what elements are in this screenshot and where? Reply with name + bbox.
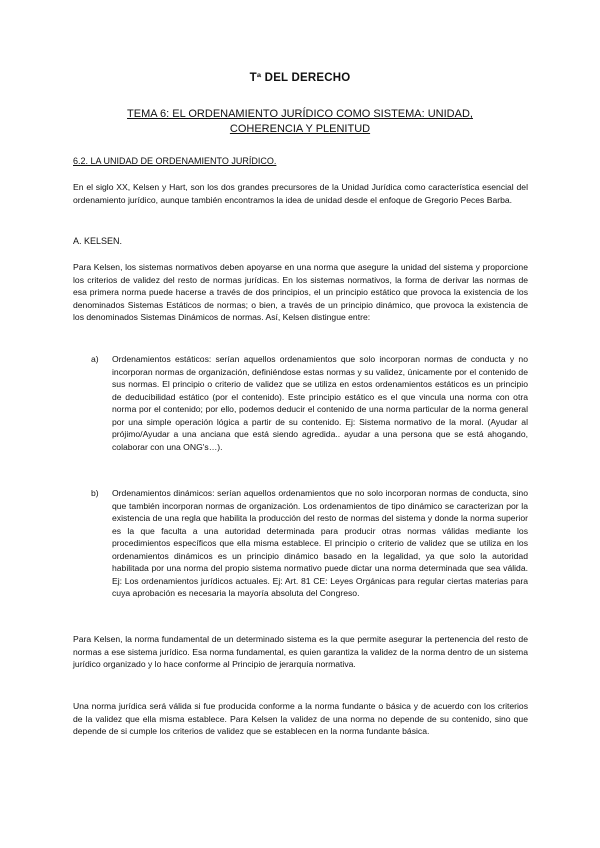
kelsen-heading: A. KELSEN.	[73, 236, 123, 246]
fundamental-norm-paragraph: Para Kelsen, la norma fundamental de un determinado sistema es la que permite asegurar la pertenencia del resto de normas a ese sistema jurídico. Esa norma fundamental, es quien garantiza la validez de la norma dentro de un sistema jurídico organizado y lo hace conforme al Principio de jerarquía normativa.	[73, 634, 528, 669]
list-item-text: Ordenamientos dinámicos: serían aquellos ordenamientos que no solo incorporan normas de conducta, sino que también incorporan normas de organización. Los ordenamientos de tipo dinámico se caracterizan por la existencia de una regla que habilita la producción del resto de normas del sistema y donde la norma superior es la que faculta a una autoridad determinada para producir otras normas válidas mediante los procedimientos específicos que ella misma establece. El principio o criterio de validez que se utiliza en los ordenamientos dinámicos es un principio dinámico basado en la legalidad, ya que solo la autoridad habilitada por una norma del propio sistema normativo puede dictar una norma determinada que sea válida. Ej: Los ordenamientos jurídicos actuales. Ej: Art. 81 CE: Leyes Orgánicas para regular ciertas materias para cuya aprobación es necesaria la mayoría absoluta del Congreso.	[112, 488, 528, 598]
list-marker: a)	[91, 354, 99, 364]
document-title: Tª DEL DERECHO	[249, 72, 351, 84]
kelsen-paragraph: Para Kelsen, los sistemas normativos deben apoyarse en una norma que asegure la unidad del sistema y proporcione los criterios de validez del resto de normas jurídicas. En los sistemas normativos, la forma de derivar las normas de esa primera norma puede hacerse a través de dos principios, el un principio estático que provoca la existencia de los denominados Sistemas Estáticos de normas; o bien, a través de un principio dinámico, que provoca la existencia de los denominados Sistemas Dinámicos de normas. Así, Kelsen distingue entre:	[73, 262, 528, 322]
list-item-text: Ordenamientos estáticos: serían aquellos ordenamientos que solo incorporan normas de conducta y no incorporan normas de organización, definiéndose estas normas y su validez, únicamente por el contenido de sus normas. El principio o criterio de validez que se utiliza en estos ordenamientos estáticos es un principio de deducibilidad estático (por el contenido). Este principio estático es el que vincula una norma con otra norma por el contenido; por ello, podemos deducir el contenido de una norma particular de la norma general por una simple operación lógica a partir de su contenido. Ej: Sistema normativo de la moral. (Ayudar al prójimo/Ayudar a una anciana que está siendo agredida.. ayudar a una persona que se está ahogando, colaborar con una ONG's…).	[112, 354, 528, 452]
intro-paragraph: En el siglo XX, Kelsen y Hart, son los dos grandes precursores de la Unidad Jurídica como característica esencial del ordenamiento jurídico, aunque también encontramos la idea de unidad desde el enfoque de Gregorio Peces Barba.	[73, 182, 528, 205]
topic-title: TEMA 6: EL ORDENAMIENTO JURÍDICO COMO SISTEMA: UNIDAD, COHERENCIA Y PLENITUD	[127, 108, 473, 135]
validity-paragraph: Una norma jurídica será válida si fue producida conforme a la norma fundante o básica y de acuerdo con los criterios de la validez que ella misma establece. Para Kelsen la validez de una norma no depende de su contenido, sino que depende de si cumple los criterios de validez que se establecen en la norma fundante básica.	[73, 701, 528, 736]
list-marker: b)	[91, 488, 99, 498]
section-heading: 6.2. LA UNIDAD DE ORDENAMIENTO JURÍDICO.	[73, 156, 277, 166]
